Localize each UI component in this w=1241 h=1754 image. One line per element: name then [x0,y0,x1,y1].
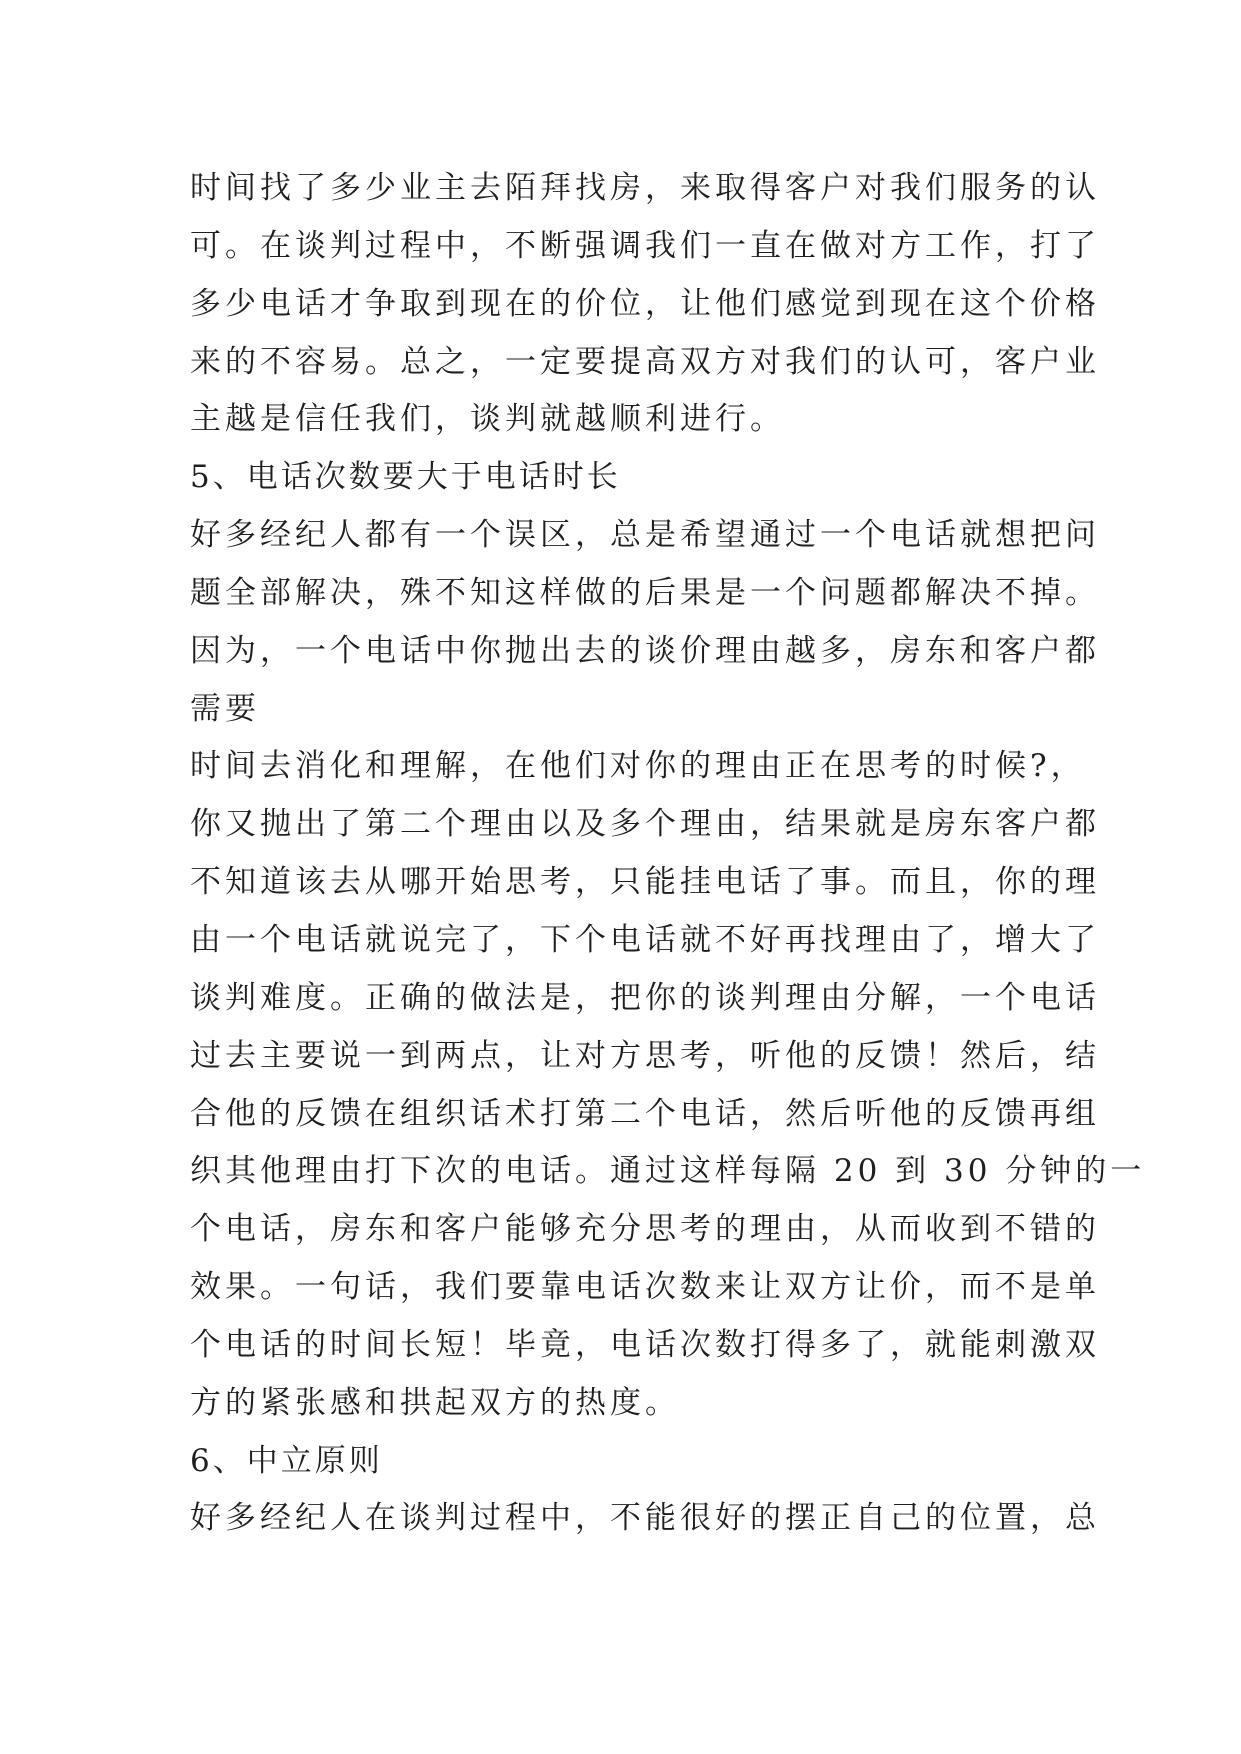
text-line: 不知道该去从哪开始思考，只能挂电话了事。而且，你的理 [190,864,1100,901]
text-line: 好多经纪人都有一个误区，总是希望通过一个电话就想把问 [190,517,1100,554]
text-line: 合他的反馈在组织话术打第二个电话，然后听他的反馈再组 [190,1095,1100,1132]
text-line: 主越是信任我们，谈判就越顺利进行。 [190,401,785,438]
text-line: 个电话的时间长短！毕竟，电话次数打得多了，就能刺激双 [190,1326,1100,1363]
text-line: 因为，一个电话中你抛出去的谈价理由越多，房东和客户都 [190,632,1100,669]
text-line: 好多经纪人在谈判过程中，不能很好的摆正自己的位置，总 [190,1500,1100,1537]
text-line: 多少电话才争取到现在的价位，让他们感觉到现在这个价格 [190,285,1100,322]
text-line: 由一个电话就说完了，下个电话就不好再找理由了，增大了 [190,921,1100,958]
text-line: 来的不容易。总之，一定要提高双方对我们的认可，客户业 [190,343,1100,380]
text-line: 效果。一句话，我们要靠电话次数来让双方让价，而不是单 [190,1269,1100,1306]
text-line: 需要 [190,690,260,727]
text-line: 题全部解决，殊不知这样做的后果是一个问题都解决不掉。 [190,574,1100,611]
text-line: 时间找了多少业主去陌拜找房，来取得客户对我们服务的认 [190,170,1100,206]
text-line: 方的紧张感和拱起双方的热度。 [190,1384,680,1421]
document-body [190,160,1146,1548]
text-line: 个电话，房东和客户能够充分思考的理由，从而收到不错的 [190,1211,1100,1248]
section-heading: 6、中立原则 [190,1442,383,1479]
section-heading: 5、电话次数要大于电话时长 [190,459,621,496]
text-line: 谈判难度。正确的做法是，把你的谈判理由分解，一个电话 [190,979,1100,1016]
text-line: 织其他理由打下次的电话。通过这样每隔 20 到 30 分钟的一 [190,1153,1146,1190]
text-line: 你又抛出了第二个理由以及多个理由，结果就是房东客户都 [190,806,1100,843]
text-line: 可。在谈判过程中，不断强调我们一直在做对方工作，打了 [190,227,1100,264]
text-line: 过去主要说一到两点，让对方思考，听他的反馈！然后，结 [190,1037,1100,1074]
text-line: 时间去消化和理解，在他们对你的理由正在思考的时候?， [190,748,1086,785]
